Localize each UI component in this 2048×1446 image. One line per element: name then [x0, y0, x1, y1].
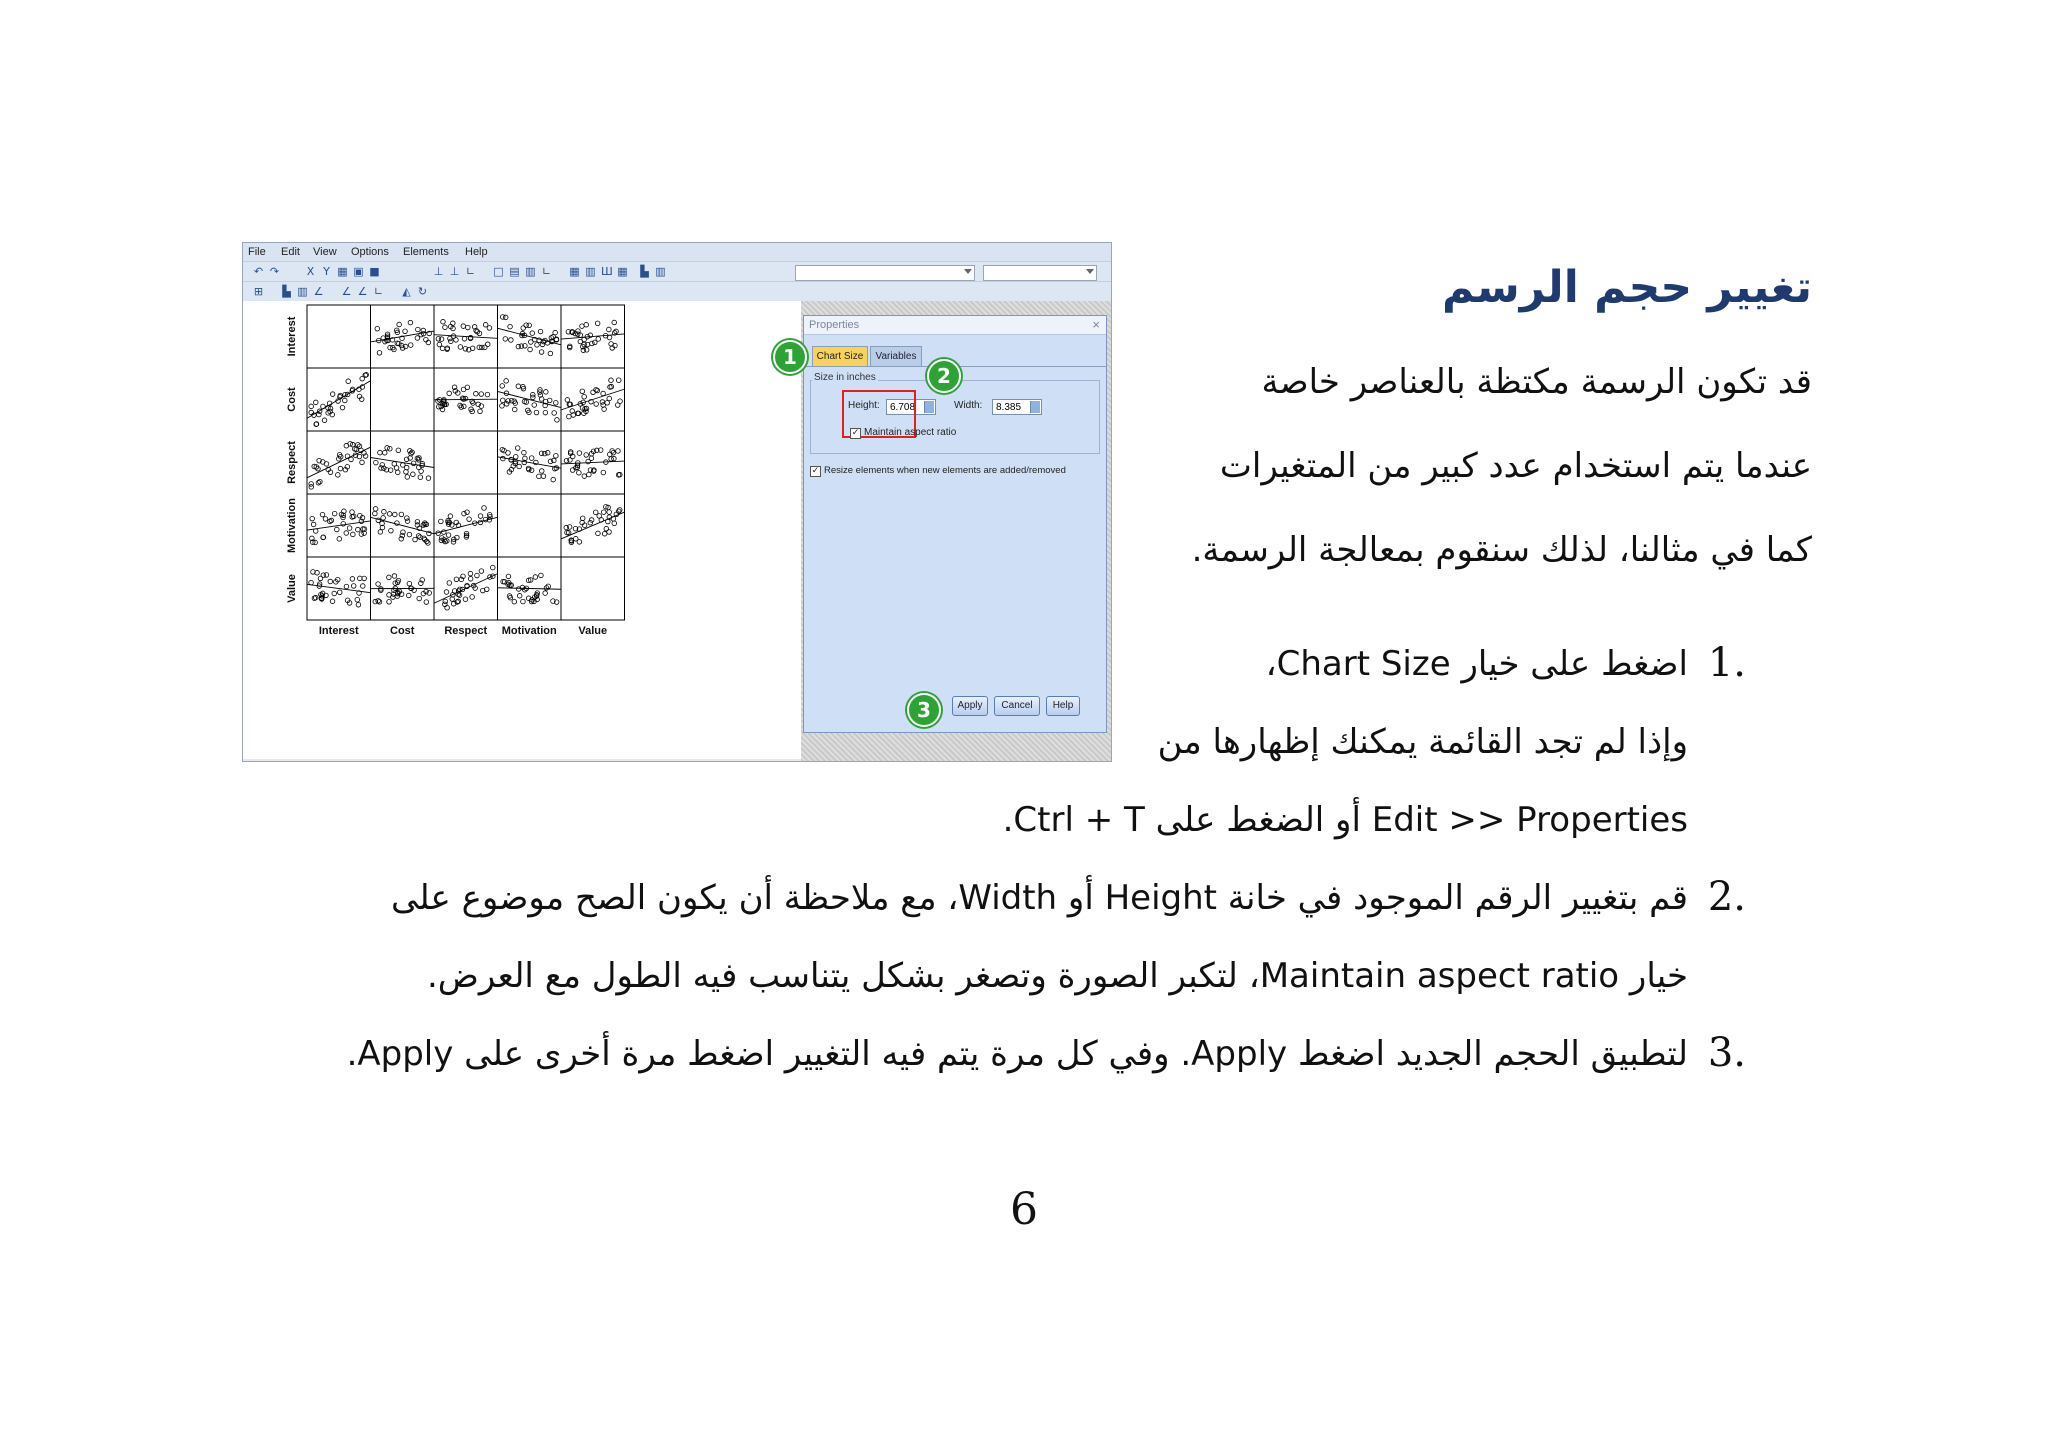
- maintain-aspect-checkbox[interactable]: ✓: [851, 428, 860, 438]
- fill-icon[interactable]: ■: [369, 265, 380, 278]
- grid-icon[interactable]: ▦: [569, 265, 580, 278]
- chart-type-icon[interactable]: ▙: [640, 265, 649, 278]
- maintain-aspect-label: Maintain aspect ratio: [864, 427, 957, 438]
- resize-elements-checkbox[interactable]: ✓: [811, 466, 820, 476]
- step-1-number: 1.: [1707, 640, 1746, 686]
- menu-view[interactable]: View: [313, 246, 337, 258]
- menu-elements[interactable]: Elements: [403, 246, 449, 258]
- step-badge-3: 3: [907, 693, 941, 727]
- matrix-y-label: Cost: [286, 387, 298, 412]
- step-1-line-2: وإذا لم تجد القائمة يمكنك إظهارها من: [1157, 722, 1688, 762]
- axis-layout-icon[interactable]: ∟: [465, 265, 476, 278]
- matrix-x-label: Cost: [390, 625, 415, 637]
- step-badge-2: 2: [927, 359, 961, 393]
- area-chart-icon[interactable]: ◭: [402, 285, 411, 298]
- line-chart-icon[interactable]: ∠: [357, 285, 368, 298]
- help-button[interactable]: Help: [1046, 696, 1080, 716]
- matrix-x-label: Respect: [444, 625, 488, 637]
- legend-icon[interactable]: ▤: [509, 265, 520, 278]
- chart-icon[interactable]: ▦: [337, 265, 348, 278]
- bars-icon[interactable]: ▥: [585, 265, 596, 278]
- line-chart-icon[interactable]: ∠: [313, 285, 324, 298]
- matrix-y-label: Value: [286, 574, 298, 603]
- matrix-x-label: Motivation: [501, 625, 557, 637]
- axis-layout-icon[interactable]: ⊥: [449, 265, 460, 278]
- line-chart-icon[interactable]: ∟: [373, 285, 384, 298]
- height-value: 6.708: [890, 402, 916, 413]
- tab-variables[interactable]: Variables: [870, 346, 922, 367]
- step-2-line-2: خيار Maintain aspect ratio، لتكبر الصورة وتصغر بشكل يتناسب فيه الطول مع العرض.: [427, 956, 1688, 996]
- cancel-button[interactable]: Cancel: [994, 696, 1040, 716]
- step-1-line-1: اضغط على خيار Chart Size،: [1265, 644, 1688, 684]
- undo-icon[interactable]: ↶: [253, 265, 264, 278]
- width-value: 8.385: [996, 402, 1022, 413]
- axis-layout-icon[interactable]: ⊥: [433, 265, 444, 278]
- matrix-y-label: Respect: [286, 441, 298, 484]
- grid-icon[interactable]: ▦: [617, 265, 628, 278]
- step-3-line-1: لتطبيق الحجم الجديد اضغط Apply. وفي كل مرة يتم فيه التغيير اضغط مرة أخرى على Apply.: [346, 1034, 1688, 1074]
- frame-icon[interactable]: ▣: [353, 265, 364, 278]
- menu-edit[interactable]: Edit: [281, 246, 300, 258]
- select-x-axis-icon[interactable]: X: [306, 265, 315, 278]
- size-group-label: Size in inches: [814, 372, 876, 383]
- table-icon[interactable]: ⊞: [253, 285, 264, 298]
- reference-line-icon[interactable]: ∟: [541, 265, 552, 278]
- matrix-x-label: Interest: [318, 625, 359, 637]
- annotation-icon[interactable]: ▥: [525, 265, 536, 278]
- menu-file[interactable]: File: [248, 246, 266, 258]
- height-label: Height:: [848, 400, 880, 411]
- properties-title: Properties: [809, 319, 860, 331]
- bars-icon[interactable]: ▥: [655, 265, 666, 278]
- step-2-line-1: قم بتغيير الرقم الموجود في خانة Height أو Width، مع ملاحظة أن يكون الصح موضوع على: [390, 878, 1688, 918]
- matrix-y-label: Interest: [286, 316, 298, 357]
- matrix-y-label: Motivation: [286, 498, 298, 553]
- bar-chart-icon[interactable]: ▙: [282, 285, 291, 298]
- matrix-x-label: Value: [578, 625, 608, 637]
- menu-help[interactable]: Help: [465, 246, 488, 258]
- step-badge-1: 1: [773, 340, 807, 374]
- refresh-icon[interactable]: ↻: [417, 285, 428, 298]
- step-1-line-3: Edit >> Properties أو الضغط على Ctrl + T.: [1002, 800, 1688, 840]
- width-label: Width:: [954, 400, 983, 411]
- intro-line-1: قد تكون الرسمة مكتظة بالعناصر خاصة: [1261, 362, 1812, 402]
- apply-button[interactable]: Apply: [952, 696, 988, 716]
- resize-elements-label: Resize elements when new elements are added/removed: [824, 465, 1066, 476]
- select-y-axis-icon[interactable]: Y: [323, 265, 330, 278]
- bar-chart-icon[interactable]: ▥: [297, 285, 308, 298]
- close-icon[interactable]: ×: [1092, 317, 1100, 332]
- page-number: 6: [1010, 1184, 1038, 1235]
- menu-options[interactable]: Options: [351, 246, 389, 258]
- line-chart-icon[interactable]: ∠: [341, 285, 352, 298]
- bars-icon[interactable]: Ш: [601, 265, 613, 278]
- intro-line-3: كما في مثالنا، لذلك سنقوم بمعالجة الرسمة.: [1191, 530, 1812, 570]
- text-box-icon[interactable]: □: [493, 265, 504, 278]
- step-2-number: 2.: [1707, 874, 1746, 920]
- tab-chart-size[interactable]: Chart Size: [812, 346, 868, 367]
- page-title: تغيير حجم الرسم: [1442, 262, 1812, 313]
- intro-line-2: عندما يتم استخدام عدد كبير من المتغيرات: [1219, 446, 1812, 486]
- redo-icon[interactable]: ↷: [269, 265, 280, 278]
- step-3-number: 3.: [1707, 1030, 1746, 1076]
